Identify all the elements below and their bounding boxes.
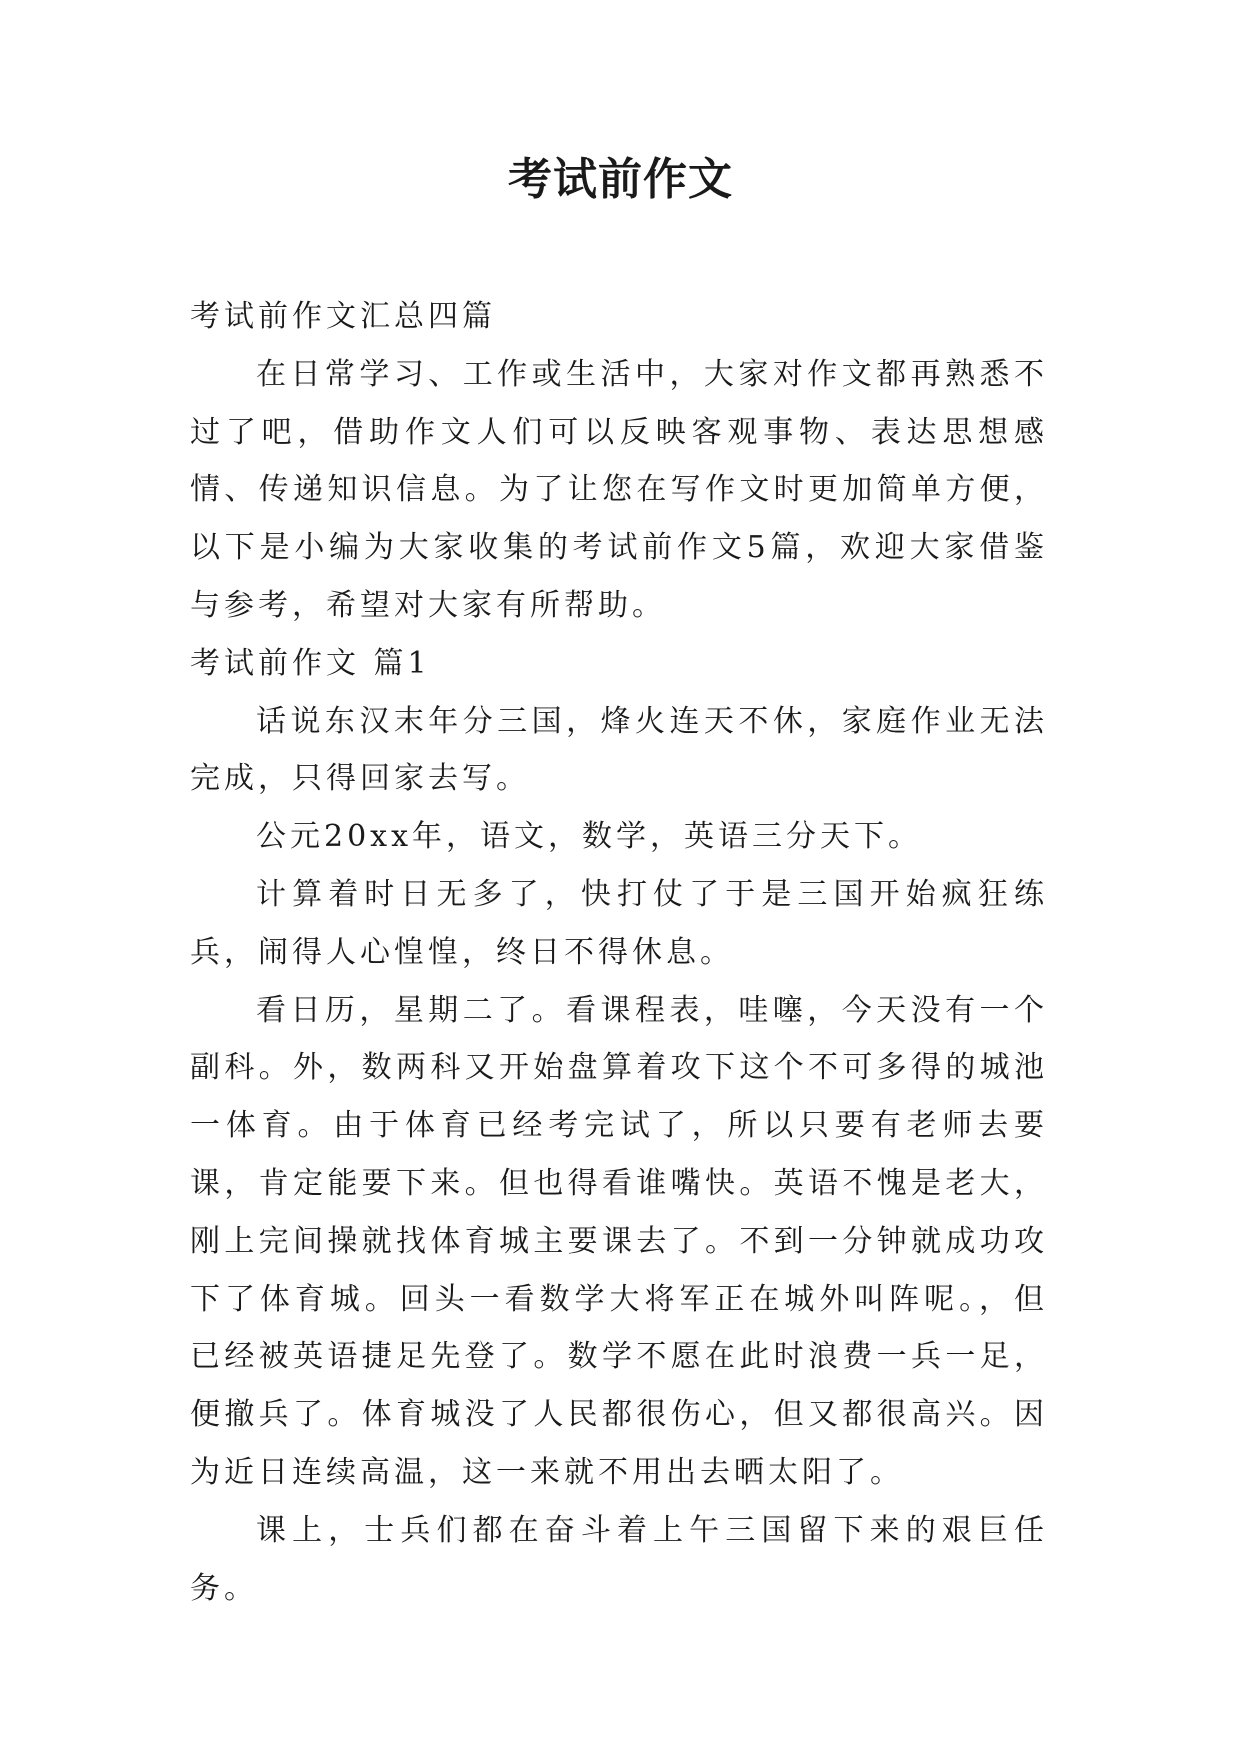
section-heading: 考试前作文 篇1 [190, 645, 431, 681]
paragraph: 计算着时日无多了，快打仗了于是三国开始疯狂练兵，闹得人心惶惶，终日不得休息。 [190, 876, 1048, 970]
paragraph: 话说东汉末年分三国，烽火连天不休，家庭作业无法完成，只得回家去写。 [190, 703, 1048, 797]
paragraph: 课上，士兵们都在奋斗着上午三国留下来的艰巨任务。 [190, 1512, 1048, 1606]
document-body [190, 288, 1048, 1617]
document-title: 考试前作文 [508, 154, 733, 205]
paragraph: 看日历，星期二了。看课程表，哇噻，今天没有一个副科。外，数两科又开始盘算着攻下这个不可多得的城池一体育。由于体育已经考完试了，所以只要有老师去要课，肯定能要下来。但也得看谁嘴快。英语不愧是老大，刚上完间操就找体育城主要课去了。不到一分钟就成功攻下了体育城。回头一看数学大将军正在城外叫阵呢。，但已经被英语捷足先登了。数学不愿在此时浪费一兵一足，便撤兵了。体育城没了人民都很伤心，但又都很高兴。因为近日连续高温，这一来就不用出去晒太阳了。 [190, 992, 1048, 1490]
paragraph: 公元20xx年，语文，数学，英语三分天下。 [256, 819, 923, 855]
paragraph-intro: 在日常学习、工作或生活中，大家对作文都再熟悉不过了吧，借助作文人们可以反映客观事物、表达思想感情、传递知识信息。为了让您在写作文时更加简单方便，以下是小编为大家收集的考试前作文5篇，欢迎大家借鉴与参考，希望对大家有所帮助。 [190, 356, 1048, 623]
paragraph-heading: 考试前作文汇总四篇 [190, 299, 496, 334]
